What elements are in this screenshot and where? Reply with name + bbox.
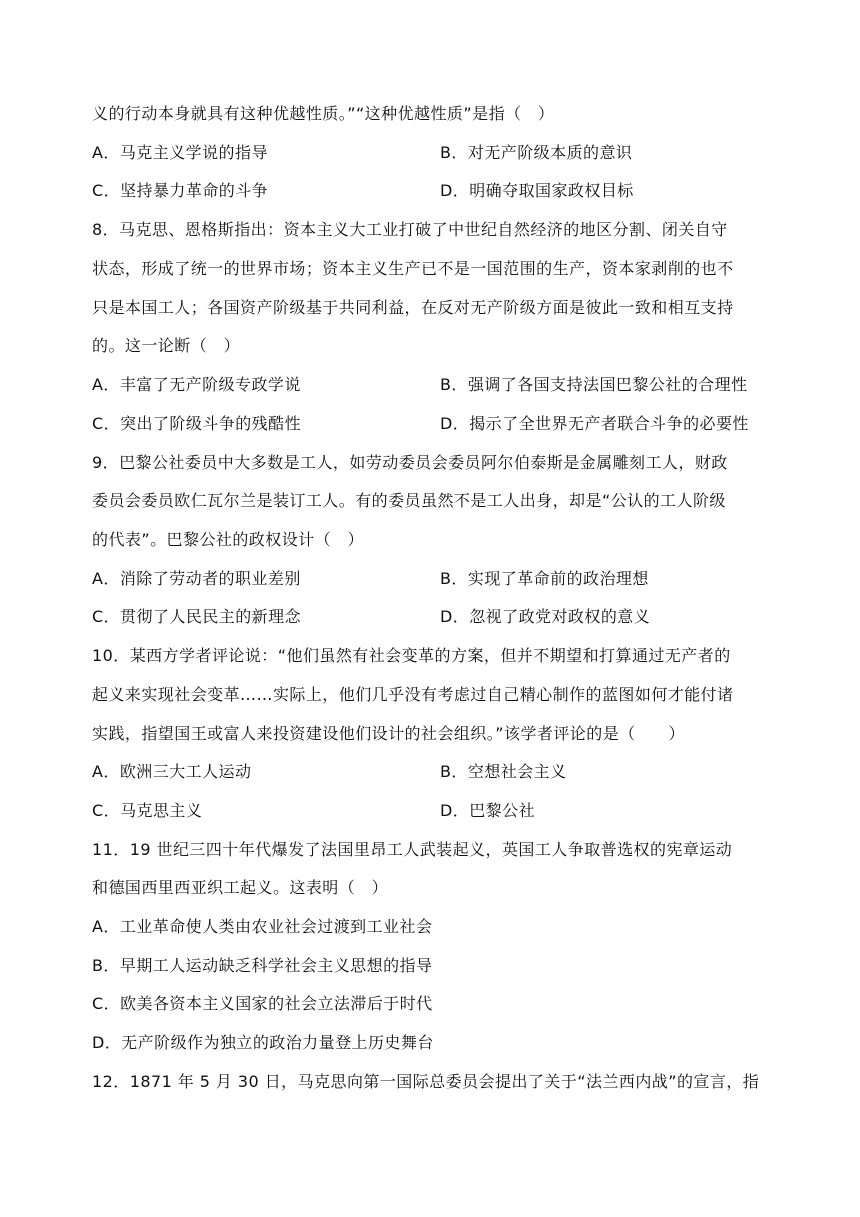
question-9-line-3: 的代表”。巴黎公社的政权设计（ ） (92, 530, 364, 549)
q10-option-c: C．马克思主义 (92, 801, 203, 820)
question-9-line-2: 委员会委员欧仁瓦尔兰是装订工人。有的委员虽然不是工人出身，却是“公认的工人阶级 (92, 491, 726, 510)
q8-option-a: A．丰富了无产阶级专政学说 (92, 375, 301, 394)
question-7-continuation: 义的行动本身就具有这种优越性质。”“这种优越性质”是指（ ） (92, 104, 555, 123)
question-8-line-4: 的。这一论断（ ） (92, 336, 241, 355)
q9-option-c: C．贯彻了人民民主的新理念 (92, 607, 302, 626)
q7-option-b: B．对无产阶级本质的意识 (440, 143, 633, 162)
q11-option-c: C．欧美各资本主义国家的社会立法滞后于时代 (92, 994, 433, 1013)
q7-option-a: A．马克主义学说的指导 (92, 143, 268, 162)
question-8-line-1: 8．马克思、恩格斯指出：资本主义大工业打破了中世纪自然经济的地区分割、闭关自守 (92, 220, 728, 239)
q7-option-d: D．明确夺取国家政权目标 (440, 181, 634, 200)
q10-option-a: A．欧洲三大工人运动 (92, 762, 252, 781)
question-12-line-1: 12．1871 年 5 月 30 日，马克思向第一国际总委员会提出了关于“法兰西内战”的宣言，指 (92, 1072, 760, 1091)
q9-option-a: A．消除了劳动者的职业差别 (92, 569, 301, 588)
q7-option-c: C．坚持暴力革命的斗争 (92, 181, 269, 200)
question-10-line-3: 实践，指望国王或富人来投资建设他们设计的社会组织。”该学者评论的是（ ） (92, 724, 685, 743)
q11-option-d: D．无产阶级作为独立的政治力量登上历史舞台 (92, 1033, 434, 1052)
question-8-line-3: 只是本国工人；各国资产阶级基于共同利益，在反对无产阶级方面是彼此一致和相互支持 (92, 298, 734, 317)
question-8-line-2: 状态，形成了统一的世界市场；资本主义生产已不是一国范围的生产，资本家剥削的也不 (92, 259, 734, 278)
question-11-line-2: 和德国西里西亚织工起义。这表明（ ） (92, 878, 389, 897)
q9-option-b: B．实现了革命前的政治理想 (440, 569, 649, 588)
q8-option-c: C．突出了阶级斗争的残酷性 (92, 414, 302, 433)
q10-option-d: D．巴黎公社 (440, 801, 536, 820)
question-10-line-2: 起义来实现社会变革……实际上，他们几乎没有考虑过自己精心制作的蓝图如何才能付诸 (92, 685, 734, 704)
question-10-line-1: 10．某西方学者评论说：“他们虽然有社会变革的方案，但并不期望和打算通过无产者的 (92, 646, 731, 665)
question-11-line-1: 11．19 世纪三四十年代爆发了法国里昂工人武装起义，英国工人争取普选权的宪章运动 (92, 840, 733, 859)
q11-option-a: A．工业革命使人类由农业社会过渡到工业社会 (92, 917, 433, 936)
q11-option-b: B．早期工人运动缺乏科学社会主义思想的指导 (92, 956, 433, 975)
q9-option-d: D．忽视了政党对政权的意义 (440, 607, 651, 626)
q8-option-b: B．强调了各国支持法国巴黎公社的合理性 (440, 375, 748, 394)
question-9-line-1: 9．巴黎公社委员中大多数是工人，如劳动委员会委员阿尔伯泰斯是金属雕刻工人，财政 (92, 453, 728, 472)
q10-option-b: B．空想社会主义 (440, 762, 567, 781)
q8-option-d: D．揭示了全世界无产者联合斗争的必要性 (440, 414, 749, 433)
